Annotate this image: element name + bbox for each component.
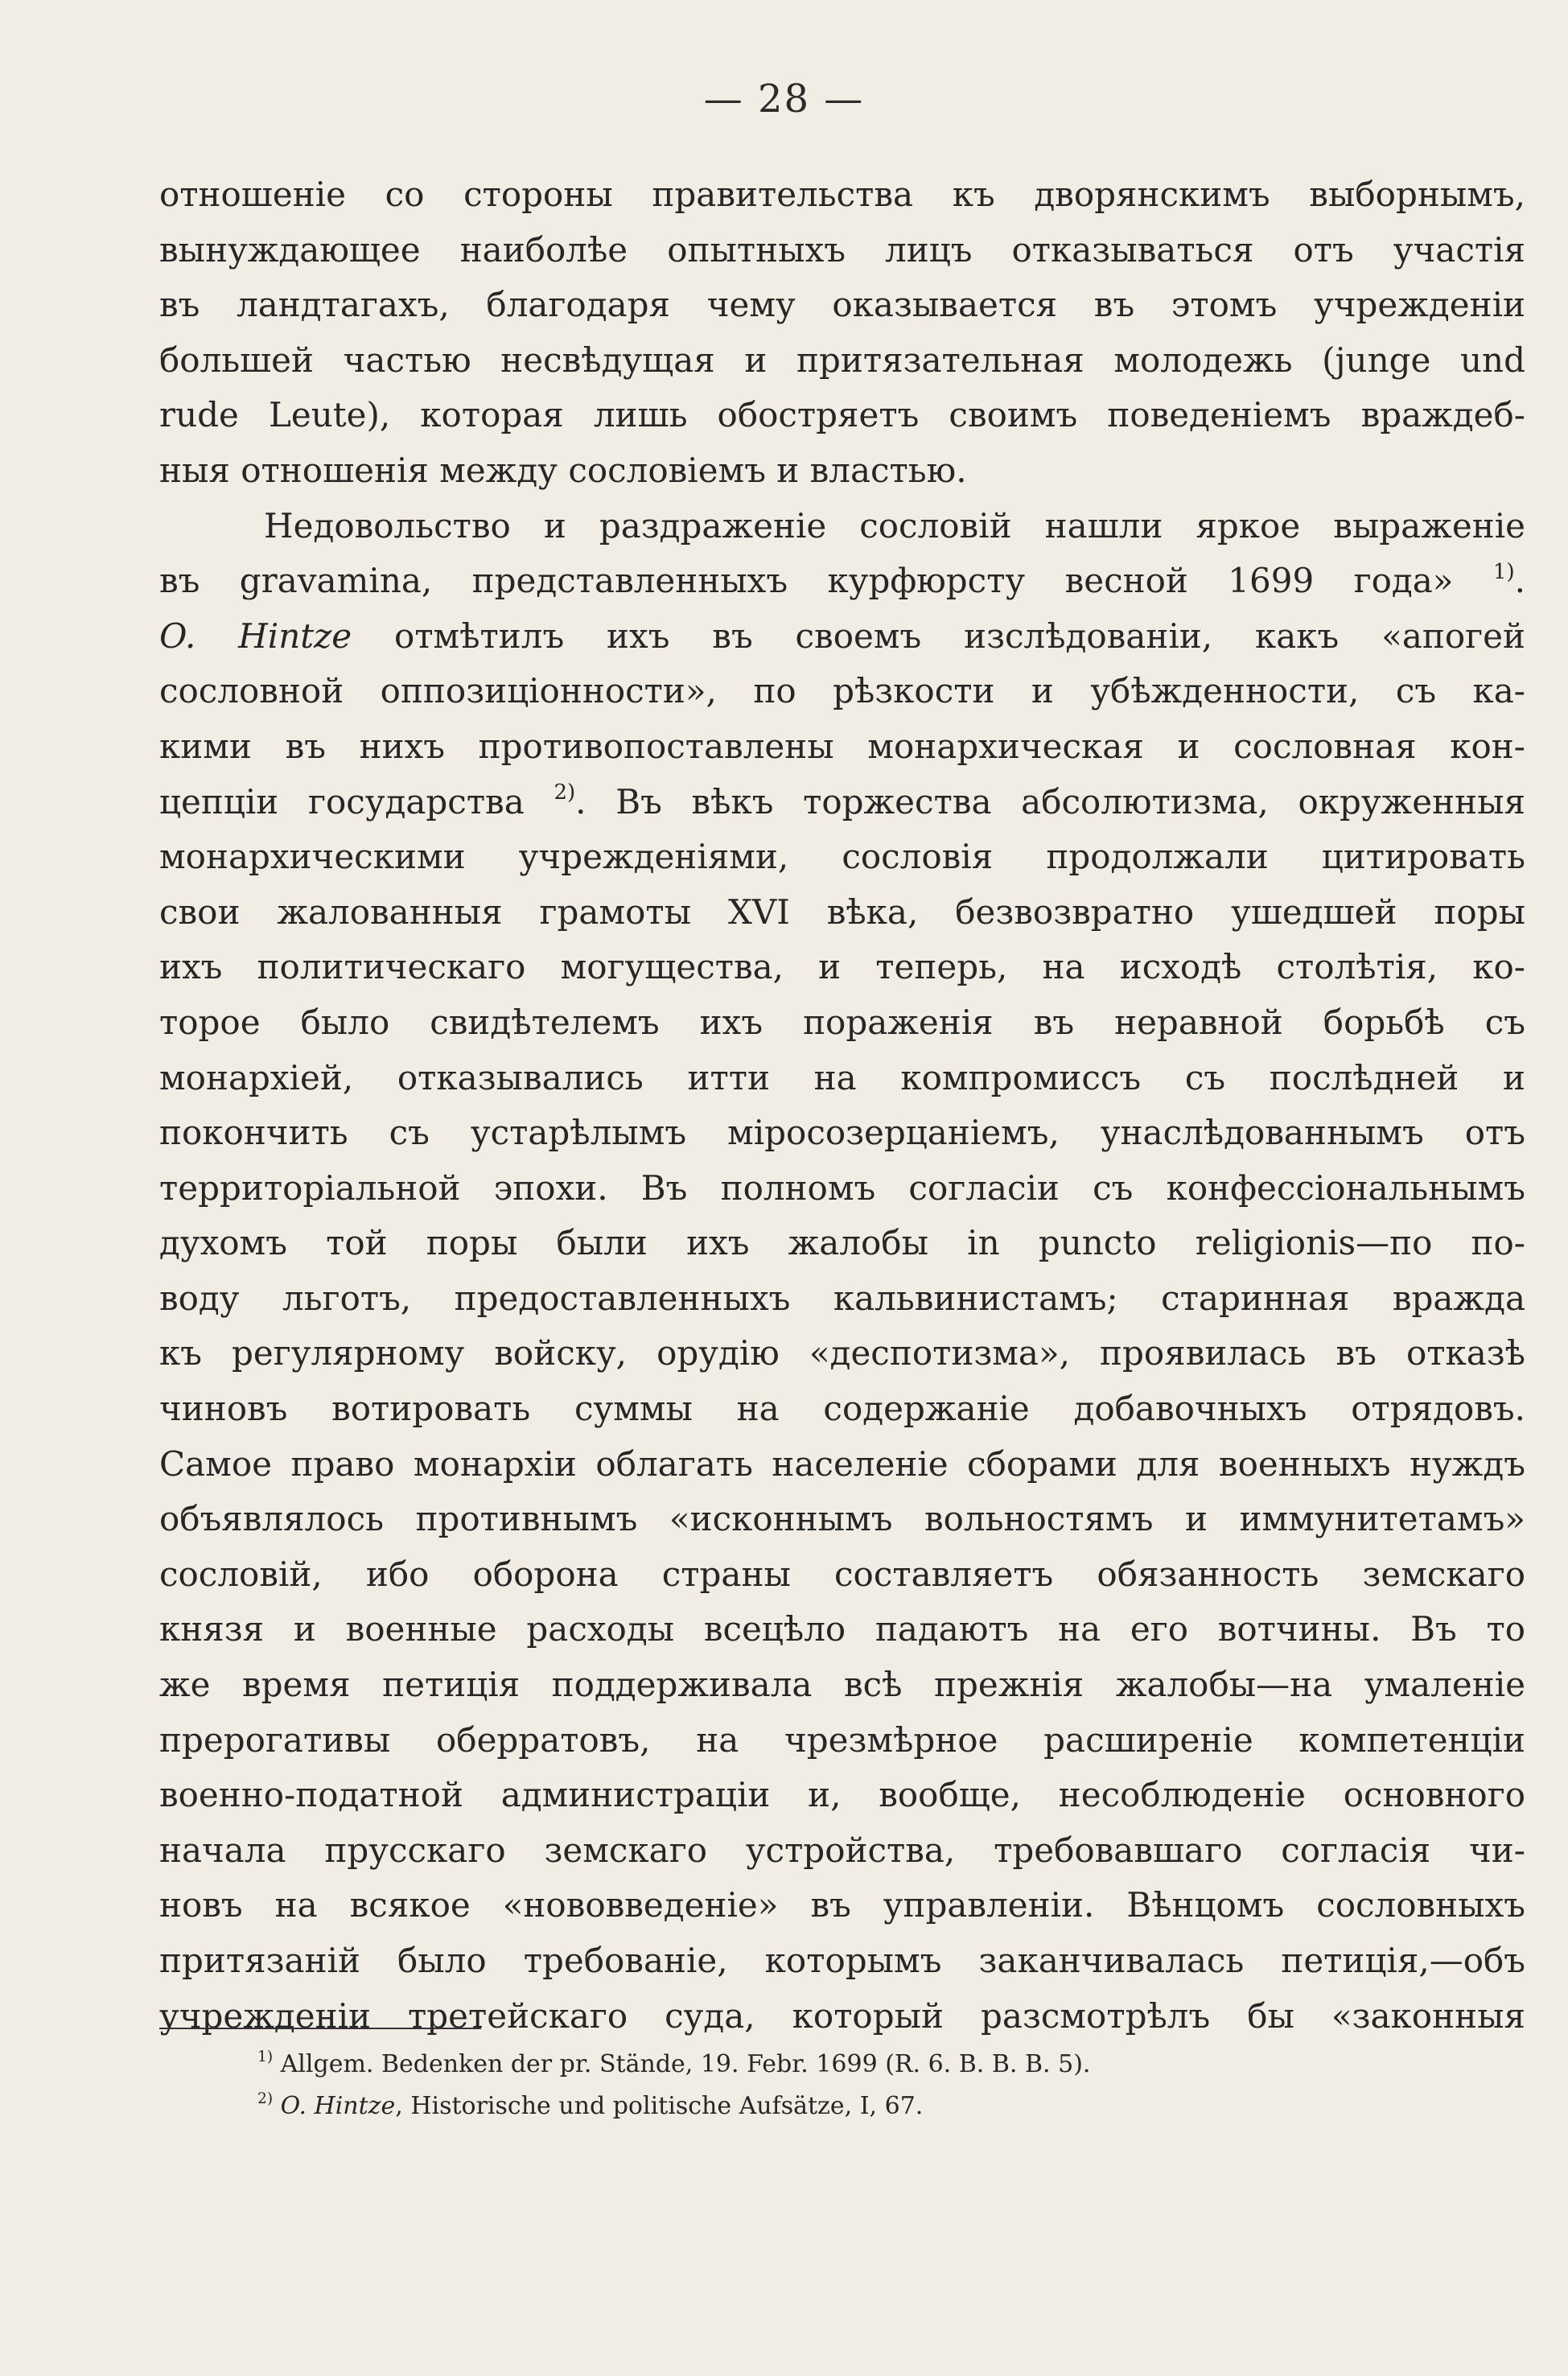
text-line: объявлялось противнымъ «исконнымъ вольностямъ и иммунитетамъ» [159, 1499, 1525, 1539]
text-line: rude Leute), которая лишь обостряетъ своимъ поведеніемъ враждеб- [159, 395, 1525, 435]
line-text: цепціи государства [159, 781, 525, 822]
text-line: кими въ нихъ противопоставлены монархическая и сословная кон- [159, 726, 1525, 766]
text-line: князя и военные расходы всецѣло падаютъ на его вотчины. Въ то [159, 1609, 1525, 1649]
footnote-text: , Historische und politische Aufsätze, I, 67. [395, 2092, 924, 2120]
text-line: большей частью несвѣдущая и притязательная молодежь (junge und [159, 340, 1525, 380]
footnote-author: O. Hintze [280, 2092, 396, 2120]
text-line: ихъ политическаго могущества, и теперь, на исходѣ столѣтія, ко- [159, 947, 1525, 987]
text-line: прерогативы оберратовъ, на чрезмѣрное расширеніе компетенціи [159, 1719, 1525, 1760]
footnote-ref-2[interactable]: 2) [554, 780, 576, 805]
text-line [159, 499, 1525, 554]
footnote-marker: 1) [257, 2049, 274, 2066]
text-line: къ регулярному войску, орудію «деспотизма», проявилась въ отказѣ [159, 1333, 1525, 1373]
text-line: свои жалованныя грамоты XVI вѣка, безвозвратно ушедшей поры [159, 892, 1525, 932]
text-line: начала прусскаго земскаго устройства, требовавшаго согласія чи- [159, 1830, 1525, 1870]
line-text: въ gravamina, представленныхъ курфюрсту весной 1699 года» [159, 561, 1454, 601]
text-line [159, 609, 1525, 665]
line-text: отмѣтилъ ихъ въ своемъ изслѣдованіи, какъ «апогей [394, 616, 1525, 656]
text-line: сословной оппозиціонности», по рѣзкости и убѣжденности, съ ка- [159, 671, 1525, 711]
text-line: военно-податной администраціи и, вообще, несоблюденіе основного [159, 1775, 1525, 1815]
text-line: территоріальной эпохи. Въ полномъ согласіи съ конфессіональнымъ [159, 1167, 1525, 1208]
text-line: въ gravamina, представленныхъ курфюрсту весной 1699 года» $^{1)}$. [159, 559, 1525, 601]
text-line: вынуждающее наиболѣе опытныхъ лицъ отказываться отъ участія [159, 229, 1525, 270]
line-text: . Въ вѣкъ торжества абсолютизма, окруженныя [575, 781, 1525, 822]
text-line: же время петиція поддерживала всѣ прежнія жалобы—на умаленіе [159, 1665, 1525, 1705]
page-number: — 28 — [703, 76, 865, 121]
text-line: сословій, ибо оборона страны составляетъ обязанность земскаго [159, 1554, 1525, 1594]
text-line: Самое право монархіи облагать населеніе сборами для военныхъ нуждъ [159, 1443, 1525, 1484]
footnote-marker: 2) [257, 2090, 274, 2108]
text-line: монархіей, отказывались итти на компромиссъ съ послѣдней и [159, 1057, 1525, 1097]
footnote-1 [257, 2044, 1504, 2086]
text-line: отношеніе со стороны правительства къ дворянскимъ выборнымъ, [159, 175, 1525, 214]
text-line [159, 775, 1525, 830]
text-line: торое было свидѣтелемъ ихъ пораженія въ неравной борьбѣ съ [159, 1002, 1525, 1042]
body-text [159, 167, 1525, 2044]
text-line: чиновъ вотировать суммы на содержаніе добавочныхъ отрядовъ. [159, 1389, 1525, 1429]
author-name: O. Hintze [159, 616, 352, 656]
text-line: притязаній было требованіе, которымъ заканчивалась петиція,—объ [159, 1941, 1525, 1980]
text-line: воду льготъ, предоставленныхъ кальвинистамъ; старинная вражда [159, 1278, 1525, 1318]
text-line: учрежденіи третейскаго суда, который разсмотрѣлъ бы «законныя [159, 1995, 1525, 2036]
footnote-text: Allgem. Bedenken der pr. Stände, 19. Febr. 1699 (R. 6. B. B. B. 5). [280, 2050, 1091, 2078]
footnote-divider [159, 2028, 481, 2029]
line-text: Недовольство и раздраженіе сословій нашли яркое выраженіе [264, 505, 1525, 546]
text-line: въ ландтагахъ, благодаря чему оказывается въ этомъ учрежденіи [159, 285, 1525, 325]
footnote-ref-1[interactable]: 1) [1492, 559, 1515, 584]
text-line: ныя отношенія между сословіемъ и властью. [159, 450, 967, 490]
text-line: покончить съ устарѣлымъ міросозерцаніемъ, унаслѣдованнымъ отъ [159, 1113, 1525, 1153]
text-line: новъ на всякое «нововведеніе» въ управленіи. Вѣнцомъ сословныхъ [159, 1885, 1525, 1925]
footnotes [257, 2044, 1504, 2127]
text-line: монархическими учрежденіями, сословія продолжали цитировать [159, 837, 1525, 877]
text-line: духомъ той поры были ихъ жалобы in puncto religionis—по по- [159, 1223, 1525, 1263]
footnote-2 [257, 2086, 1504, 2127]
